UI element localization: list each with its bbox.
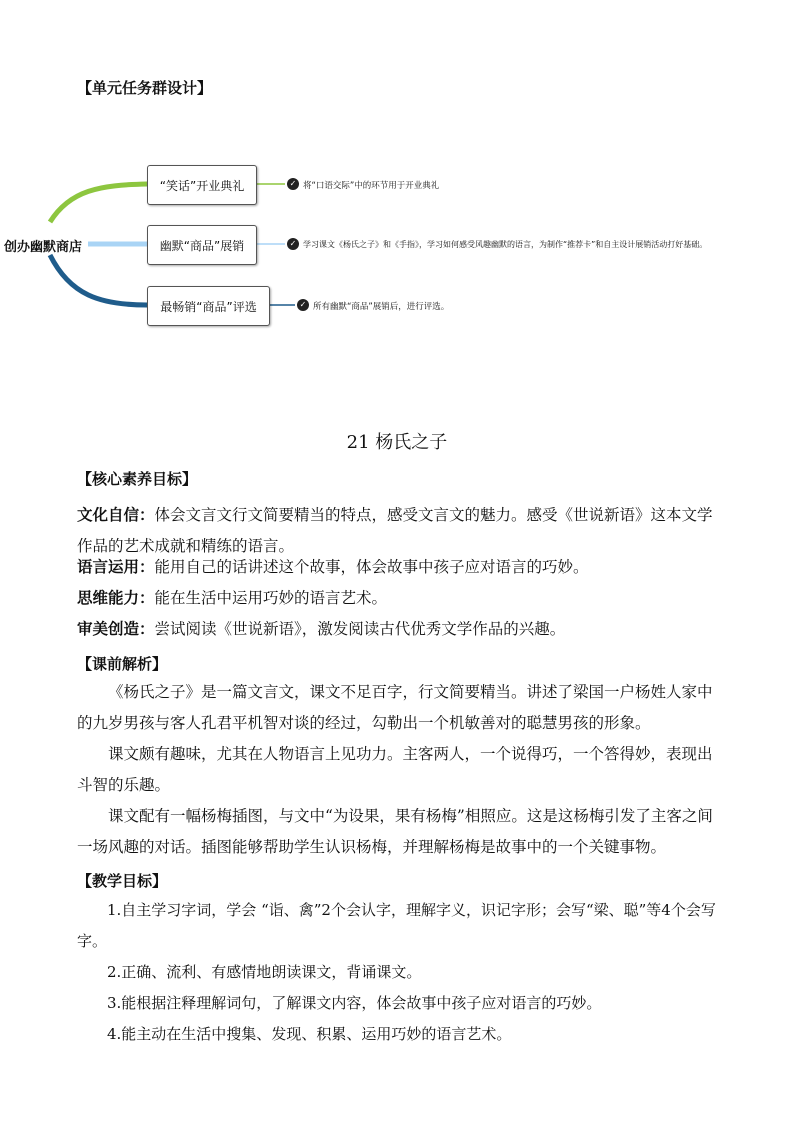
- check-circle-icon: ✓: [287, 238, 299, 250]
- teaching-goal: 4.能主动在生活中搜集、发现、积累、运用巧妙的语言艺术。: [107, 1025, 512, 1043]
- core-goals-heading: 【核心素养目标】: [77, 470, 198, 488]
- analysis-heading: 【课前解析】: [77, 655, 168, 673]
- core-goal-label: 语言运用：: [77, 558, 155, 576]
- teaching-goal: 2.正确、流利、有感情地朗读课文，背诵课文。: [107, 963, 422, 981]
- unit-heading: 【单元任务群设计】: [77, 79, 213, 97]
- mindmap-node-opening: “笑话”开业典礼: [147, 165, 257, 205]
- mindmap-node-exhibition: 幽默“商品”展销: [147, 225, 257, 265]
- core-goal-label: 文化自信：: [77, 506, 155, 524]
- teaching-goals-heading: 【教学目标】: [77, 872, 168, 890]
- teaching-goal: 3.能根据注释理解词句，了解课文内容，体会故事中孩子应对语言的巧妙。: [107, 994, 602, 1012]
- core-goal-thinking: [77, 583, 717, 614]
- check-circle-icon: ✓: [287, 178, 299, 190]
- mindmap-desc-exhibition: 学习课文《杨氏之子》和《手指》，学习如何感受风趣幽默的语言，为制作“推荐卡”和自主设计展销活动打好基础。: [303, 240, 708, 249]
- lesson-title: 21 杨氏之子: [346, 432, 448, 453]
- core-goal-text: 尝试阅读《世说新语》，激发阅读古代优秀文学作品的兴趣。: [154, 620, 566, 638]
- analysis-paragraph: 课文颇有趣味，尤其在人物语言上见功力。主客两人，一个说得巧，一个答得妙，表现出斗智的乐趣。: [77, 745, 713, 794]
- branch-3-curve: [50, 255, 147, 305]
- analysis-paragraph: 《杨氏之子》是一篇文言文，课文不足百字，行文简要精当。讲述了梁国一户杨姓人家中的九岁男孩与客人孔君平机智对谈的经过，勾勒出一个机敏善对的聪慧男孩的形象。: [77, 683, 713, 732]
- core-goal-text: 能在生活中运用巧妙的语言艺术。: [154, 589, 388, 607]
- core-goal-text: 体会文言文行文简要精当的特点，感受文言文的魅力。感受《世说新语》这本文学作品的艺术成就和精练的语言。: [77, 506, 713, 555]
- core-goal-label: 审美创造：: [77, 620, 155, 638]
- mindmap-desc-opening: 将“口语交际”中的环节用于开业典礼: [303, 181, 440, 191]
- mindmap-node-selection: 最畅销“商品”评选: [147, 286, 270, 326]
- analysis-paragraph: 课文配有一幅杨梅插图，与文中“为设果，果有杨梅”相照应。这是这杨梅引发了主客之间一场风趣的对话。插图能够帮助学生认识杨梅，并理解杨梅是故事中的一个关键事物。: [77, 807, 713, 856]
- core-goal-language: [77, 552, 717, 583]
- core-goal-label: 思维能力：: [77, 589, 155, 607]
- core-goal-text: 能用自己的话讲述这个故事，体会故事中孩子应对语言的巧妙。: [154, 558, 589, 576]
- check-circle-icon: ✓: [297, 299, 309, 311]
- teaching-goal: 1.自主学习字词，学会 “诣、禽”2个会认字，理解字义，识记字形；会写“梁、聪”等4个会写字。: [77, 901, 716, 950]
- mindmap-desc-selection: 所有幽默“商品”展销后，进行评选。: [313, 302, 450, 312]
- branch-1-curve: [50, 184, 147, 222]
- mindmap-root: 创办幽默商店: [4, 240, 83, 255]
- core-goal-aesthetic: [77, 614, 717, 645]
